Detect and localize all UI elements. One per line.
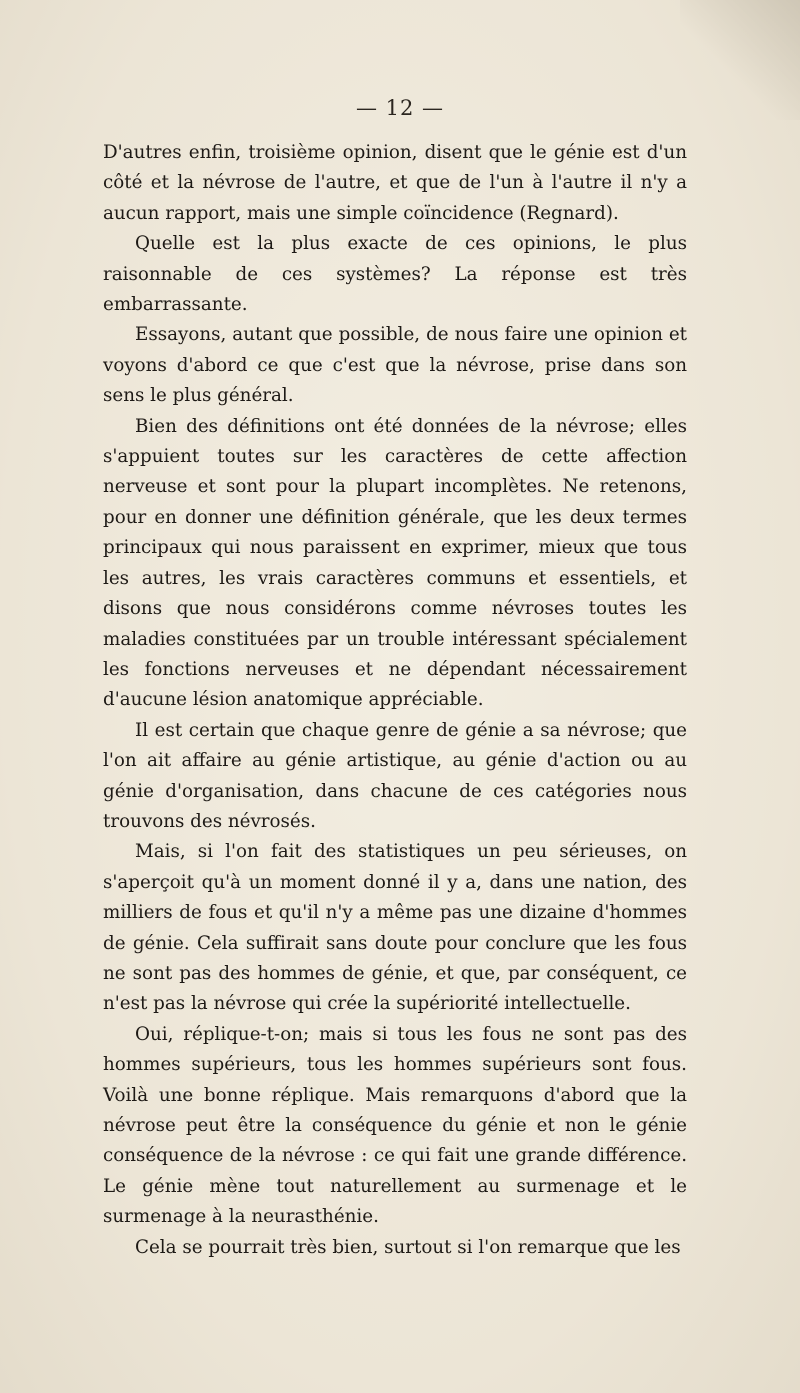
paragraph: Il est certain que chaque genre de génie a sa névrose; que l'on ait affaire au génie artistique, au génie d'action ou au génie d'organisation, dans chacune de ces catégories nous trouvons des névrosés. bbox=[103, 719, 687, 832]
paragraph: D'autres enfin, troisième opinion, disent que le génie est d'un côté et la névrose de l'autre, et que de l'un à l'autre il n'y a aucun rapport, mais une simple coïncidence (Regnard). bbox=[103, 142, 687, 224]
paragraph: Quelle est la plus exacte de ces opinions, le plus raisonnable de ces systèmes? La réponse est très embarrassante. bbox=[103, 233, 687, 316]
paragraph: Mais, si l'on fait des statistiques un peu sérieuses, on s'aperçoit qu'à un moment donné il y a, dans une nation, des milliers de fous et qu'il n'y a même pas une dizaine d'hommes de génie. Cela suffirait sans doute pour conclure que les fous ne sont pas des hommes de génie, et que, par conséquent, ce n'est pas la névrose qui crée la supériorité intellectuelle. bbox=[103, 841, 687, 1015]
paragraph: Bien des définitions ont été données de la névrose; elles s'appuient toutes sur les caractères de cette affection nerveuse et sont pour la plupart incomplètes. Ne retenons, pour en donner une définition générale, que les deux termes principaux qui nous paraissent en exprimer, mieux que tous les autres, les vrais caractères communs et essentiels, et disons que nous considérons comme névroses toutes les maladies constituées par un trouble intéressant spécialement les fonctions nerveuses et ne dépendant nécessairement d'aucune lésion anatomique appréciable. bbox=[103, 415, 687, 711]
paragraph: Oui, réplique-t-on; mais si tous les fous ne sont pas des hommes supérieurs, tous les hommes supérieurs sont fous. Voilà une bonne réplique. Mais remarquons d'abord que la névrose peut être la conséquence du génie et non le génie conséquence de la névrose : ce qui fait une grande différence. Le génie mène tout naturellement au surmenage et le surmenage à la neurasthénie. bbox=[103, 1023, 687, 1228]
paragraph: Cela se pourrait très bien, surtout si l'on remarque que les bbox=[135, 1236, 681, 1258]
paragraph: Essayons, autant que possible, de nous faire une opinion et voyons d'abord ce que c'est que la névrose, prise dans son sens le plus général. bbox=[103, 324, 687, 407]
page-number: — 12 — bbox=[355, 96, 445, 120]
body-text bbox=[103, 138, 687, 1263]
